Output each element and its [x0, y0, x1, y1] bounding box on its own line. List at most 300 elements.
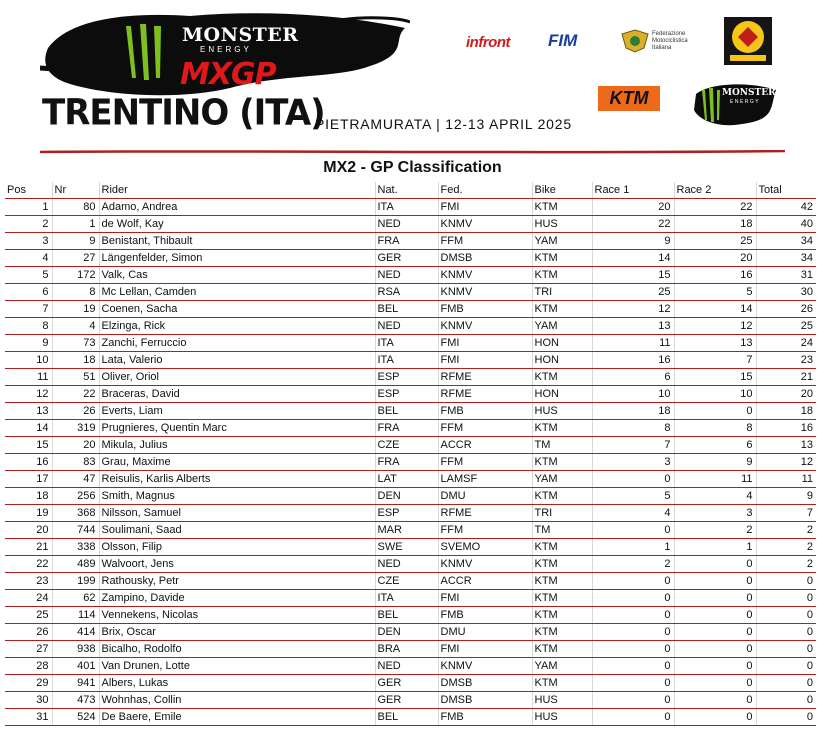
monster-sponsor-energy: ENERGY	[730, 99, 761, 105]
cell-race1: 6	[592, 369, 674, 386]
cell-pos: 12	[5, 386, 52, 403]
cell-pos: 28	[5, 658, 52, 675]
table-row	[5, 284, 816, 301]
cell-race2: 0	[674, 624, 756, 641]
cell-race2: 8	[674, 420, 756, 437]
ktm-logo: KTM	[598, 86, 660, 111]
table-row	[5, 573, 816, 590]
cell-nat: GER	[375, 675, 438, 692]
cell-race1: 5	[592, 488, 674, 505]
cell-race2: 12	[674, 318, 756, 335]
column-header-pos: Pos	[5, 182, 52, 199]
cell-nat: FRA	[375, 420, 438, 437]
cell-pos: 10	[5, 352, 52, 369]
cell-rider: Valk, Cas	[99, 267, 375, 284]
cell-pos: 15	[5, 437, 52, 454]
column-header-nat: Nat.	[375, 182, 438, 199]
cell-race1: 12	[592, 301, 674, 318]
cell-nr: 80	[52, 199, 99, 216]
mxgp-logo-text: MXGP	[180, 57, 276, 92]
cell-race1: 0	[592, 658, 674, 675]
cell-nr: 319	[52, 420, 99, 437]
cell-pos: 7	[5, 301, 52, 318]
cell-nr: 1	[52, 216, 99, 233]
cell-race1: 22	[592, 216, 674, 233]
cell-total: 0	[756, 573, 816, 590]
cell-fed: FFM	[438, 522, 532, 539]
cell-nr: 27	[52, 250, 99, 267]
column-header-race2: Race 2	[674, 182, 756, 199]
cell-total: 2	[756, 522, 816, 539]
cell-race2: 0	[674, 403, 756, 420]
cell-fed: FFM	[438, 454, 532, 471]
cell-bike: KTM	[532, 607, 592, 624]
cell-nr: 83	[52, 454, 99, 471]
cell-total: 40	[756, 216, 816, 233]
cell-pos: 11	[5, 369, 52, 386]
cell-rider: Brix, Oscar	[99, 624, 375, 641]
cell-rider: Längenfelder, Simon	[99, 250, 375, 267]
cell-bike: KTM	[532, 267, 592, 284]
cell-nat: BEL	[375, 607, 438, 624]
cell-rider: Smith, Magnus	[99, 488, 375, 505]
cell-race2: 2	[674, 522, 756, 539]
cell-bike: TM	[532, 437, 592, 454]
cell-race2: 6	[674, 437, 756, 454]
cell-bike: YAM	[532, 658, 592, 675]
cell-fed: DMU	[438, 488, 532, 505]
cell-total: 21	[756, 369, 816, 386]
cell-nr: 338	[52, 539, 99, 556]
cell-race1: 0	[592, 573, 674, 590]
cell-race2: 0	[674, 692, 756, 709]
cell-total: 30	[756, 284, 816, 301]
cell-race2: 11	[674, 471, 756, 488]
cell-nr: 114	[52, 607, 99, 624]
cell-nat: DEN	[375, 488, 438, 505]
cell-nat: ITA	[375, 335, 438, 352]
cell-pos: 5	[5, 267, 52, 284]
cell-total: 0	[756, 675, 816, 692]
cell-total: 0	[756, 709, 816, 726]
cell-pos: 23	[5, 573, 52, 590]
cell-fed: FMI	[438, 590, 532, 607]
cell-race2: 0	[674, 675, 756, 692]
table-row	[5, 301, 816, 318]
table-row	[5, 539, 816, 556]
event-title: TRENTINO (ITA)	[42, 92, 325, 134]
cell-rider: Reisulis, Karlis Alberts	[99, 471, 375, 488]
cell-total: 0	[756, 607, 816, 624]
cell-pos: 6	[5, 284, 52, 301]
cell-total: 34	[756, 233, 816, 250]
cell-nr: 51	[52, 369, 99, 386]
cell-bike: YAM	[532, 471, 592, 488]
cell-fed: RFME	[438, 369, 532, 386]
cell-rider: Everts, Liam	[99, 403, 375, 420]
cell-total: 18	[756, 403, 816, 420]
table-row	[5, 199, 816, 216]
cell-nat: DEN	[375, 624, 438, 641]
cell-nr: 4	[52, 318, 99, 335]
cell-total: 12	[756, 454, 816, 471]
cell-bike: TM	[532, 522, 592, 539]
cell-rider: Mikula, Julius	[99, 437, 375, 454]
table-row	[5, 505, 816, 522]
cell-nat: GER	[375, 250, 438, 267]
cell-race1: 0	[592, 607, 674, 624]
infront-logo: infront	[466, 34, 510, 51]
cell-race1: 18	[592, 403, 674, 420]
cell-nat: MAR	[375, 522, 438, 539]
table-row	[5, 267, 816, 284]
cell-nat: RSA	[375, 284, 438, 301]
cell-race2: 0	[674, 573, 756, 590]
cell-nr: 256	[52, 488, 99, 505]
cell-pos: 18	[5, 488, 52, 505]
table-row	[5, 369, 816, 386]
cell-rider: Adamo, Andrea	[99, 199, 375, 216]
cell-nat: NED	[375, 216, 438, 233]
cell-race1: 7	[592, 437, 674, 454]
cell-total: 0	[756, 692, 816, 709]
cell-fed: FMB	[438, 709, 532, 726]
cell-race1: 0	[592, 692, 674, 709]
cell-pos: 25	[5, 607, 52, 624]
cell-total: 0	[756, 624, 816, 641]
cell-race1: 13	[592, 318, 674, 335]
cell-rider: Zampino, Davide	[99, 590, 375, 607]
cell-fed: FMI	[438, 352, 532, 369]
cell-nr: 941	[52, 675, 99, 692]
cell-race1: 0	[592, 471, 674, 488]
cell-fed: FMB	[438, 607, 532, 624]
column-header-race1: Race 1	[592, 182, 674, 199]
cell-nat: FRA	[375, 233, 438, 250]
cell-total: 11	[756, 471, 816, 488]
cell-pos: 3	[5, 233, 52, 250]
cell-nat: ITA	[375, 352, 438, 369]
cell-race2: 4	[674, 488, 756, 505]
cell-nr: 473	[52, 692, 99, 709]
cell-nr: 22	[52, 386, 99, 403]
cell-bike: KTM	[532, 624, 592, 641]
club-badge-logo	[724, 17, 772, 65]
cell-total: 26	[756, 301, 816, 318]
cell-total: 25	[756, 318, 816, 335]
cell-fed: KNMV	[438, 267, 532, 284]
cell-total: 24	[756, 335, 816, 352]
cell-bike: HUS	[532, 692, 592, 709]
column-header-fed: Fed.	[438, 182, 532, 199]
cell-rider: Bicalho, Rodolfo	[99, 641, 375, 658]
cell-pos: 26	[5, 624, 52, 641]
cell-race1: 2	[592, 556, 674, 573]
cell-rider: Walvoort, Jens	[99, 556, 375, 573]
cell-race1: 1	[592, 539, 674, 556]
cell-total: 0	[756, 590, 816, 607]
cell-bike: TRI	[532, 284, 592, 301]
cell-nr: 489	[52, 556, 99, 573]
cell-rider: Wohnhas, Collin	[99, 692, 375, 709]
cell-rider: Nilsson, Samuel	[99, 505, 375, 522]
brand-monster-text: MONSTER	[182, 24, 299, 46]
cell-fed: KNMV	[438, 556, 532, 573]
table-row	[5, 437, 816, 454]
cell-total: 16	[756, 420, 816, 437]
cell-race2: 7	[674, 352, 756, 369]
table-row	[5, 641, 816, 658]
fmi-text: Federazione Motociclistica Italiana	[652, 31, 688, 51]
table-row	[5, 352, 816, 369]
table-body	[5, 199, 816, 726]
cell-rider: Zanchi, Ferruccio	[99, 335, 375, 352]
cell-pos: 31	[5, 709, 52, 726]
table-row	[5, 488, 816, 505]
cell-nr: 368	[52, 505, 99, 522]
cell-pos: 14	[5, 420, 52, 437]
cell-pos: 22	[5, 556, 52, 573]
cell-bike: YAM	[532, 318, 592, 335]
page-title: MX2 - GP Classification	[323, 159, 502, 176]
cell-nat: ESP	[375, 386, 438, 403]
table-row	[5, 709, 816, 726]
cell-fed: LAMSF	[438, 471, 532, 488]
cell-total: 0	[756, 658, 816, 675]
cell-pos: 19	[5, 505, 52, 522]
cell-bike: KTM	[532, 420, 592, 437]
cell-pos: 24	[5, 590, 52, 607]
cell-race2: 9	[674, 454, 756, 471]
cell-rider: Elzinga, Rick	[99, 318, 375, 335]
cell-rider: Mc Lellan, Camden	[99, 284, 375, 301]
cell-rider: Lata, Valerio	[99, 352, 375, 369]
cell-nat: ESP	[375, 369, 438, 386]
table-row	[5, 556, 816, 573]
cell-bike: KTM	[532, 556, 592, 573]
cell-nat: NED	[375, 556, 438, 573]
cell-rider: Rathousky, Petr	[99, 573, 375, 590]
cell-fed: DMSB	[438, 250, 532, 267]
cell-nr: 18	[52, 352, 99, 369]
cell-rider: Olsson, Filip	[99, 539, 375, 556]
cell-fed: RFME	[438, 505, 532, 522]
cell-pos: 1	[5, 199, 52, 216]
cell-fed: DMSB	[438, 692, 532, 709]
cell-race2: 14	[674, 301, 756, 318]
cell-fed: KNMV	[438, 216, 532, 233]
cell-nat: ITA	[375, 199, 438, 216]
cell-nr: 199	[52, 573, 99, 590]
cell-nr: 9	[52, 233, 99, 250]
cell-race1: 0	[592, 522, 674, 539]
cell-rider: Coenen, Sacha	[99, 301, 375, 318]
cell-fed: KNMV	[438, 284, 532, 301]
cell-pos: 21	[5, 539, 52, 556]
cell-total: 23	[756, 352, 816, 369]
column-header-rider: Rider	[99, 182, 375, 199]
column-header-bike: Bike	[532, 182, 592, 199]
table-row	[5, 233, 816, 250]
cell-bike: KTM	[532, 590, 592, 607]
cell-rider: Vennekens, Nicolas	[99, 607, 375, 624]
table-row	[5, 675, 816, 692]
cell-rider: Benistant, Thibault	[99, 233, 375, 250]
cell-rider: De Baere, Emile	[99, 709, 375, 726]
cell-fed: SVEMO	[438, 539, 532, 556]
cell-race2: 25	[674, 233, 756, 250]
cell-nat: BEL	[375, 403, 438, 420]
table-row	[5, 607, 816, 624]
cell-pos: 30	[5, 692, 52, 709]
cell-fed: KNMV	[438, 658, 532, 675]
cell-race1: 9	[592, 233, 674, 250]
cell-bike: YAM	[532, 233, 592, 250]
cell-race1: 0	[592, 709, 674, 726]
cell-bike: HUS	[532, 403, 592, 420]
cell-total: 2	[756, 539, 816, 556]
cell-rider: Soulimani, Saad	[99, 522, 375, 539]
table-row	[5, 454, 816, 471]
cell-nr: 73	[52, 335, 99, 352]
cell-pos: 13	[5, 403, 52, 420]
column-header-nr: Nr	[52, 182, 99, 199]
cell-nat: ITA	[375, 590, 438, 607]
cell-nr: 744	[52, 522, 99, 539]
cell-rider: Prugnieres, Quentin Marc	[99, 420, 375, 437]
cell-pos: 27	[5, 641, 52, 658]
cell-nr: 414	[52, 624, 99, 641]
cell-race1: 25	[592, 284, 674, 301]
cell-race2: 20	[674, 250, 756, 267]
cell-nr: 20	[52, 437, 99, 454]
cell-race2: 16	[674, 267, 756, 284]
brand-energy-text: ENERGY	[200, 45, 252, 54]
cell-race1: 0	[592, 624, 674, 641]
cell-race1: 8	[592, 420, 674, 437]
cell-bike: KTM	[532, 301, 592, 318]
cell-nr: 47	[52, 471, 99, 488]
table-row	[5, 471, 816, 488]
cell-nat: SWE	[375, 539, 438, 556]
cell-fed: KNMV	[438, 318, 532, 335]
cell-fed: ACCR	[438, 437, 532, 454]
cell-pos: 4	[5, 250, 52, 267]
cell-race2: 5	[674, 284, 756, 301]
cell-total: 20	[756, 386, 816, 403]
cell-bike: HON	[532, 386, 592, 403]
cell-rider: Grau, Maxime	[99, 454, 375, 471]
cell-rider: Van Drunen, Lotte	[99, 658, 375, 675]
cell-race2: 3	[674, 505, 756, 522]
cell-race1: 4	[592, 505, 674, 522]
cell-pos: 20	[5, 522, 52, 539]
cell-race1: 20	[592, 199, 674, 216]
cell-race2: 0	[674, 641, 756, 658]
cell-nat: FRA	[375, 454, 438, 471]
cell-bike: KTM	[532, 454, 592, 471]
cell-total: 7	[756, 505, 816, 522]
cell-pos: 17	[5, 471, 52, 488]
cell-rider: Oliver, Oriol	[99, 369, 375, 386]
cell-nr: 8	[52, 284, 99, 301]
cell-nat: CZE	[375, 437, 438, 454]
cell-race2: 15	[674, 369, 756, 386]
cell-race2: 0	[674, 607, 756, 624]
cell-pos: 29	[5, 675, 52, 692]
cell-nr: 19	[52, 301, 99, 318]
cell-bike: TRI	[532, 505, 592, 522]
cell-pos: 16	[5, 454, 52, 471]
cell-nr: 938	[52, 641, 99, 658]
event-header	[0, 0, 825, 160]
cell-nat: BRA	[375, 641, 438, 658]
cell-pos: 2	[5, 216, 52, 233]
cell-nat: ESP	[375, 505, 438, 522]
cell-nr: 401	[52, 658, 99, 675]
cell-bike: KTM	[532, 369, 592, 386]
cell-race2: 18	[674, 216, 756, 233]
classification-table	[5, 182, 816, 726]
cell-race2: 22	[674, 199, 756, 216]
cell-nr: 172	[52, 267, 99, 284]
table-row	[5, 403, 816, 420]
cell-nat: GER	[375, 692, 438, 709]
cell-fed: FMI	[438, 641, 532, 658]
cell-nr: 26	[52, 403, 99, 420]
cell-race1: 14	[592, 250, 674, 267]
table-row	[5, 420, 816, 437]
cell-race1: 10	[592, 386, 674, 403]
cell-race1: 11	[592, 335, 674, 352]
cell-total: 13	[756, 437, 816, 454]
cell-nat: NED	[375, 318, 438, 335]
cell-race2: 0	[674, 556, 756, 573]
cell-fed: FMI	[438, 335, 532, 352]
cell-nat: BEL	[375, 709, 438, 726]
cell-fed: FFM	[438, 233, 532, 250]
cell-nat: BEL	[375, 301, 438, 318]
table-row	[5, 216, 816, 233]
table-row	[5, 386, 816, 403]
column-header-total: Total	[756, 182, 816, 199]
cell-fed: DMSB	[438, 675, 532, 692]
table-row	[5, 692, 816, 709]
cell-bike: HUS	[532, 709, 592, 726]
cell-race1: 15	[592, 267, 674, 284]
cell-fed: RFME	[438, 386, 532, 403]
cell-rider: de Wolf, Kay	[99, 216, 375, 233]
cell-total: 42	[756, 199, 816, 216]
cell-nat: NED	[375, 658, 438, 675]
table-row	[5, 658, 816, 675]
cell-race2: 0	[674, 590, 756, 607]
cell-race2: 1	[674, 539, 756, 556]
header-divider	[40, 150, 785, 154]
cell-total: 0	[756, 641, 816, 658]
cell-fed: DMU	[438, 624, 532, 641]
cell-pos: 9	[5, 335, 52, 352]
cell-fed: FMB	[438, 403, 532, 420]
table-row	[5, 522, 816, 539]
monster-sponsor-text: MONSTER	[722, 88, 776, 98]
cell-race2: 10	[674, 386, 756, 403]
cell-bike: KTM	[532, 641, 592, 658]
table-row	[5, 624, 816, 641]
cell-nr: 524	[52, 709, 99, 726]
cell-bike: HUS	[532, 216, 592, 233]
cell-bike: HON	[532, 352, 592, 369]
